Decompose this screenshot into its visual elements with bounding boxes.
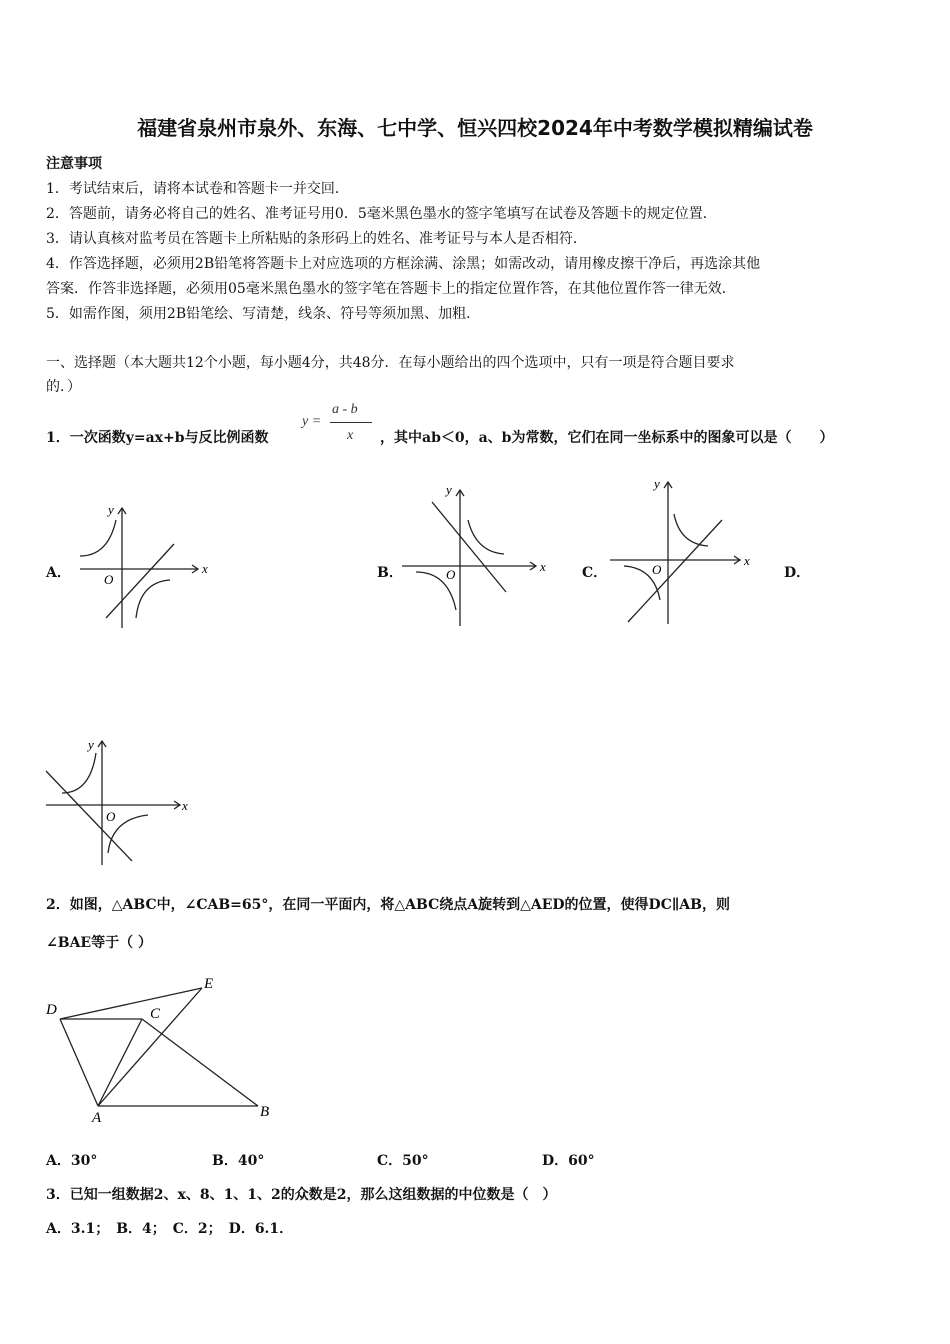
origin-label: O — [652, 562, 662, 577]
x-label: x — [540, 559, 546, 574]
page-title: 福建省泉州市泉外、东海、七中学、恒兴四校2024年中考数学模拟精编试卷 — [137, 116, 813, 140]
q2-line2: ∠BAE等于（ ） — [46, 935, 152, 951]
point-label-d: D — [46, 1002, 57, 1018]
notice-item-3: 3．请认真核对监考员在答题卡上所粘贴的条形码上的姓名、准考证号与本人是否相符． — [46, 231, 587, 247]
section-heading-line1: 一、选择题（本大题共12个小题，每小题4分，共48分．在每小题给出的四个选项中，只有一项是符合题目要求 — [46, 355, 735, 371]
point-label-a: A — [92, 1110, 102, 1126]
q1-graph-a — [70, 500, 220, 630]
q1-suffix: ，其中ab＜0，a、b为常数，它们在同一坐标系中的图象可以是（ ） — [380, 430, 834, 446]
q2-line1: 2．如图，△ABC中，∠CAB=65°，在同一平面内，将△ABC绕点A旋转到△AED的位置，使得DC∥AB，则 — [46, 897, 730, 913]
x-label: x — [202, 561, 208, 576]
y-label: y — [654, 476, 660, 491]
x-label: x — [182, 798, 188, 813]
q2-option-d: D．60° — [542, 1153, 595, 1169]
q1-option-c-label: C． — [582, 565, 608, 581]
q1-graph-d — [40, 735, 200, 870]
linear-line — [432, 502, 506, 592]
q3-text: 3．已知一组数据2、x、8、1、1、2的众数是2，那么这组数据的中位数是（ ） — [46, 1187, 557, 1203]
q1-formula-numerator: a - b — [332, 402, 358, 417]
section-heading-line2: 的．） — [46, 379, 81, 395]
q1-option-b-label: B． — [377, 565, 403, 581]
hyperbola-branch-lower — [136, 580, 170, 618]
q1-option-a-label: A． — [46, 565, 71, 581]
y-label: y — [88, 737, 94, 752]
q2-option-b: B．40° — [212, 1153, 265, 1169]
origin-label: O — [104, 572, 114, 587]
origin-label: O — [446, 567, 456, 582]
q2-figure — [40, 968, 280, 1128]
hyperbola-branch-upper — [62, 753, 96, 793]
hyperbola-branch-upper — [468, 520, 504, 554]
notice-item-4-cont: 答案．作答非选择题，必须用05毫米黑色墨水的签字笔在答题卡上的指定位置作答，在其他位置作答一律无效． — [46, 281, 736, 297]
notice-item-1: 1．考试结束后，请将本试卷和答题卡一并交回． — [46, 181, 349, 197]
point-label-e: E — [204, 976, 214, 992]
q2-option-a: A．30° — [46, 1153, 98, 1169]
linear-line — [46, 771, 132, 861]
origin-label: O — [106, 809, 116, 824]
y-label: y — [446, 482, 452, 497]
q2-option-c: C．50° — [377, 1153, 429, 1169]
segment-de — [60, 988, 202, 1019]
point-label-c: C — [150, 1006, 161, 1022]
notice-heading: 注意事项 — [46, 156, 102, 172]
q1-formula-bar — [330, 422, 372, 423]
q1-formula-denominator: x — [347, 428, 354, 443]
segment-cb — [142, 1019, 258, 1106]
q1-graph-c — [602, 474, 762, 630]
segment-ac — [98, 1019, 142, 1106]
y-label: y — [108, 502, 114, 517]
notice-item-4: 4．作答选择题，必须用2B铅笔将答题卡上对应选项的方框涂满、涂黑；如需改动，请用橡皮擦干净后，再选涂其他 — [46, 256, 761, 272]
q1-formula-lhs: y = — [302, 414, 322, 429]
point-label-b: B — [260, 1104, 270, 1120]
q1-option-d-label: D． — [784, 565, 811, 581]
hyperbola-branch-upper — [80, 520, 116, 556]
notice-item-5: 5．如需作图，须用2B铅笔绘、写清楚，线条、符号等须加黑、加粗． — [46, 306, 481, 322]
q1-prefix: 1．一次函数y=ax+b与反比例函数 — [46, 430, 269, 446]
q3-options: A．3.1； B．4； C．2； D．6.1． — [46, 1221, 294, 1237]
segment-da — [60, 1019, 98, 1106]
notice-item-2: 2．答题前，请务必将自己的姓名、准考证号用0．5毫米黑色墨水的签字笔填写在试卷及答题卡的规定位置． — [46, 206, 717, 222]
x-label: x — [744, 553, 750, 568]
q1-graph-b — [396, 480, 556, 630]
